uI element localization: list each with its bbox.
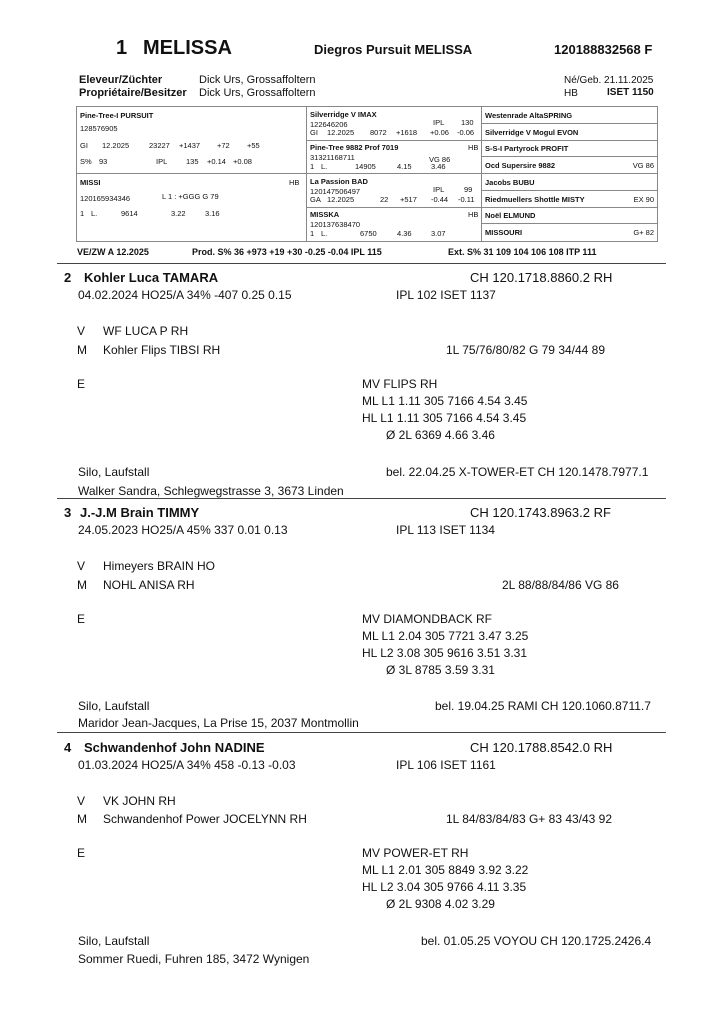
sire-label: V	[77, 324, 86, 338]
gen3-name: MISSOURI	[485, 228, 523, 237]
entry-ipl-iset: IPL 113 ISET 1134	[396, 523, 495, 537]
pedigree-gen3-item	[482, 124, 657, 141]
sire-eval-date: 12.2025	[102, 141, 130, 150]
pedigree-gen3-item	[482, 208, 657, 224]
lactation-average: Ø 3L 8785 3.59 3.31	[386, 663, 495, 677]
animal-full-name: Diegros Pursuit MELISSA	[314, 42, 473, 57]
ds-daughters: 22	[380, 195, 389, 204]
gen3-name: Ocd Supersire 9882	[485, 161, 556, 170]
sire-fat-pct: +0.14	[207, 157, 226, 166]
sire-protein-pct: +0.08	[233, 157, 252, 166]
pedigree-gen3-item	[482, 107, 657, 124]
pedigree-box	[76, 106, 658, 242]
dd-lact-label: L.	[321, 229, 328, 238]
lactation-hl: HL L1 1.11 305 7166 4.54 3.45	[362, 411, 527, 425]
e-label: E	[77, 846, 86, 860]
ss-id: 122646206	[310, 120, 348, 129]
ds-ipl-label: IPL	[433, 185, 445, 194]
pedigree-sire-sire	[307, 107, 482, 141]
ds-eval-type: GA	[310, 195, 321, 204]
gen3-score: VG 86	[632, 161, 654, 170]
insemination-info: bel. 01.05.25 VOYOU CH 120.1725.2426.4	[421, 934, 652, 948]
owner-label: Propriétaire/Besitzer	[79, 87, 187, 99]
ss-name: Silverridge V IMAX	[310, 110, 377, 119]
ds-name: La Passion BAD	[310, 177, 368, 186]
ds-eval-date: 12.2025	[327, 195, 355, 204]
ss-fat-pct: +0.06	[430, 128, 449, 137]
sd-id: 31321168711	[310, 153, 355, 162]
entry-owner: Walker Sandra, Schlegwegstrasse 3, 3673 Linden	[78, 484, 344, 498]
dam-hb: HB	[289, 178, 300, 187]
sire-name: WF LUCA P RH	[103, 324, 189, 338]
insemination-info: bel. 19.04.25 RAMI CH 120.1060.8711.7	[435, 699, 651, 713]
dam-name: Kohler Flips TIBSI RH	[103, 343, 221, 357]
breeder-label: Eleveur/Züchter	[79, 74, 163, 86]
dam-name: NOHL ANISA RH	[103, 578, 195, 592]
ss-milk: +1618	[396, 128, 418, 137]
dd-protein: 3.07	[431, 229, 446, 238]
sd-score: VG 86	[429, 155, 451, 164]
pedigree-sire-dam	[307, 141, 482, 174]
ds-protein-pct: -0.11	[458, 195, 475, 204]
dd-milk: 6750	[360, 229, 377, 238]
entry-number: 3	[64, 505, 72, 520]
maternal-grandsire: MV POWER-ET RH	[362, 846, 469, 860]
sire-ipl-label: IPL	[156, 157, 168, 166]
vezw-value: VE/ZW A 12.2025	[77, 247, 149, 257]
entry-id: CH 120.1788.8542.0 RH	[470, 740, 613, 755]
e-label: E	[77, 612, 86, 626]
ss-daughters: 8072	[370, 128, 387, 137]
section-divider	[57, 498, 666, 499]
ds-ipl-value: 99	[464, 185, 473, 194]
gen3-name: Riedmuellers Shottle MISTY	[485, 195, 585, 204]
sire-s-label: S%	[80, 157, 92, 166]
pedigree-gen3-item	[482, 174, 657, 191]
sd-fat: 4.15	[397, 162, 412, 171]
animal-number: 1	[116, 37, 128, 59]
ds-milk: +517	[400, 195, 417, 204]
sire-id: 128576905	[80, 124, 118, 133]
dam-score: 2L 88/88/84/86 VG 86	[502, 578, 619, 592]
sd-protein: 3.46	[431, 162, 446, 171]
entry-ipl-iset: IPL 102 ISET 1137	[396, 288, 496, 302]
ss-eval-date: 12.2025	[327, 128, 355, 137]
sd-lact-label: L.	[321, 162, 328, 171]
lactation-ml: ML L1 2.01 305 8849 3.92 3.22	[362, 863, 529, 877]
iset-value: ISET 1150	[607, 87, 654, 98]
dam-score: 1L 84/83/84/83 G+ 83 43/43 92	[446, 812, 613, 826]
dam-label: M	[77, 578, 87, 592]
lactation-average: Ø 2L 9308 4.02 3.29	[386, 897, 495, 911]
dam-name: MISSI	[80, 178, 101, 187]
pedigree-sire	[77, 107, 307, 174]
owner-value: Dick Urs, Grossaffoltern	[199, 87, 316, 99]
gen3-name: Jacobs BUBU	[485, 178, 535, 187]
maternal-grandsire: MV DIAMONDBACK RF	[362, 612, 493, 626]
dam-milk: 9614	[121, 209, 138, 218]
pedigree-gen3-item	[482, 224, 657, 241]
sd-hb: HB	[468, 143, 479, 152]
vezw-label	[77, 247, 149, 257]
ss-protein-pct: -0.06	[457, 128, 475, 137]
sd-milk: 14905	[355, 162, 376, 171]
dd-lact-count: 1	[310, 229, 315, 238]
dd-hb: HB	[468, 210, 479, 219]
gen3-score: G+ 82	[633, 228, 654, 237]
entry-name: Kohler Luca TAMARA	[84, 270, 219, 285]
entry-owner: Sommer Ruedi, Fuhren 185, 3472 Wynigen	[78, 952, 310, 966]
production-summary: Prod. S% 36 +973 +19 +30 -0.25 -0.04 IPL 115	[192, 247, 382, 257]
section-divider	[57, 263, 666, 264]
dam-lactation-score: L 1 : +GGG G 79	[162, 192, 219, 201]
dam-lact-count: 1	[80, 209, 85, 218]
breeder-value: Dick Urs, Grossaffoltern	[199, 74, 316, 86]
pedigree-dam-sire	[307, 174, 482, 208]
dd-fat: 4.36	[397, 229, 412, 238]
entry-name: Schwandenhof John NADINE	[84, 740, 265, 755]
dam-lact-label: L.	[91, 209, 98, 218]
sire-eval-fat: +72	[217, 141, 230, 150]
lactation-average: Ø 2L 6369 4.66 3.46	[386, 428, 495, 442]
ss-ipl-value: 130	[461, 118, 474, 127]
housing: Silo, Laufstall	[78, 699, 150, 713]
dd-name: MISSKA	[310, 210, 340, 219]
sire-label: V	[77, 559, 86, 573]
lactation-ml: ML L1 2.04 305 7721 3.47 3.25	[362, 629, 529, 643]
sire-eval-protein: +55	[247, 141, 260, 150]
entry-owner: Maridor Jean-Jacques, La Prise 15, 2037 Montmollin	[78, 716, 359, 730]
entry-birth-info: 24.05.2023 HO25/A 45% 337 0.01 0.13	[78, 523, 288, 537]
dam-name: Schwandenhof Power JOCELYNN RH	[103, 812, 307, 826]
sire-label: V	[77, 794, 86, 808]
gen3-name: Noël ELMUND	[485, 211, 536, 220]
entry-birth-info: 04.02.2024 HO25/A 34% -407 0.25 0.15	[78, 288, 292, 302]
gen3-name: Westenrade AltaSPRING	[485, 111, 573, 120]
sire-name: Himeyers BRAIN HO	[103, 559, 216, 573]
section-divider	[57, 732, 666, 733]
herdbook-flag: HB	[564, 88, 578, 99]
sire-eval-milk: +1437	[179, 141, 201, 150]
insemination-info: bel. 22.04.25 X-TOWER-ET CH 120.1478.7977.1	[386, 465, 649, 479]
dam-label: M	[77, 343, 87, 357]
lactation-hl: HL L2 3.08 305 9616 3.51 3.31	[362, 646, 528, 660]
housing: Silo, Laufstall	[78, 934, 150, 948]
entry-id: CH 120.1743.8963.2 RF	[470, 505, 611, 520]
pedigree-gen3-item	[482, 191, 657, 208]
entry-ipl-iset: IPL 106 ISET 1161	[396, 758, 496, 772]
dam-score: 1L 75/76/80/82 G 79 34/44 89	[446, 343, 606, 357]
pedigree-gen3-item	[482, 141, 657, 157]
ss-ipl-label: IPL	[433, 118, 445, 127]
entry-birth-info: 01.03.2024 HO25/A 34% 458 -0.13 -0.03	[78, 758, 296, 772]
gen3-name: Silverridge V Mogul EVON	[485, 128, 579, 137]
sd-name: Pine-Tree 9882 Prof 7019	[310, 143, 399, 152]
sire-name: VK JOHN RH	[103, 794, 176, 808]
pedigree-dam-dam	[307, 208, 482, 241]
entry-number: 2	[64, 270, 72, 285]
dam-protein: 3.16	[205, 209, 220, 218]
animal-name: MELISSA	[143, 37, 232, 59]
sire-eval-daughters: 23227	[149, 141, 170, 150]
dam-label: M	[77, 812, 87, 826]
dam-id: 120165934346	[80, 194, 131, 203]
entry-id: CH 120.1718.8860.2 RH	[470, 270, 613, 285]
ss-eval-type: GI	[310, 128, 318, 137]
sire-eval-type: GI	[80, 141, 88, 150]
sd-lact-count: 1	[310, 162, 315, 171]
ds-id: 120147506497	[310, 187, 361, 196]
housing: Silo, Laufstall	[78, 465, 150, 479]
e-label: E	[77, 377, 86, 391]
maternal-grandsire: MV FLIPS RH	[362, 377, 438, 391]
lactation-ml: ML L1 1.11 305 7166 4.54 3.45	[362, 394, 528, 408]
dd-id: 120137638470	[310, 220, 361, 229]
animal-id: 120188832568 F	[554, 42, 653, 57]
pedigree-gen3-item	[482, 157, 657, 174]
pedigree-dam	[77, 174, 307, 241]
entry-name: J.-J.M Brain TIMMY	[80, 505, 200, 520]
sire-name: Pine-Tree-I PURSUIT	[80, 111, 154, 120]
sire-s-value: 93	[99, 157, 108, 166]
birth-date: Né/Geb. 21.11.2025	[564, 75, 654, 86]
gen3-name: S-S-I Partyrock PROFIT	[485, 144, 569, 153]
gen3-score: EX 90	[633, 195, 654, 204]
sire-ipl-value: 135	[186, 157, 199, 166]
exterior-summary: Ext. S% 31 109 104 106 108 ITP 111	[448, 247, 597, 257]
lactation-hl: HL L2 3.04 305 9766 4.11 3.35	[362, 880, 527, 894]
dam-fat: 3.22	[171, 209, 186, 218]
entry-number: 4	[64, 740, 72, 755]
ds-fat-pct: -0.44	[431, 195, 449, 204]
